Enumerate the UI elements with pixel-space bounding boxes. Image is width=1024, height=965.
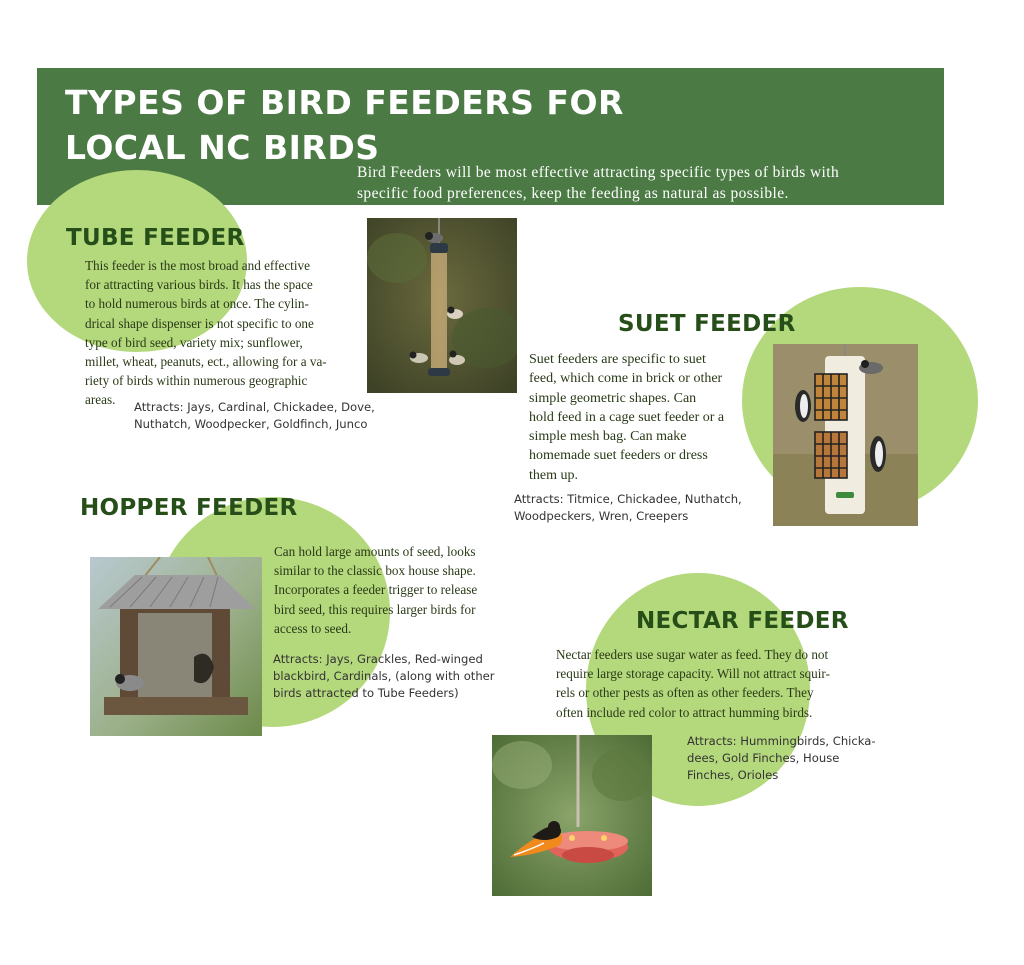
tube-desc-line: drical shape dispenser is not specific to one [85,315,314,331]
suet-desc-line: feed, which come in brick or other [529,371,723,387]
nectar-desc-line: Nectar feeders use sugar water as feed. They do not [556,647,829,662]
tube-attracts-line: Attracts: Jays, Cardinal, Chickadee, Dove, [134,400,375,414]
nectar-desc-line: often include red color to attract humming birds. [556,704,813,720]
page-subtitle [357,162,937,204]
tube-attracts-line: Nuthatch, Woodpecker, Goldfinch, Junco [134,417,368,431]
hopper-feeder-heading: HOPPER FEEDER [80,495,298,521]
hopper-desc-line: access to seed. [274,620,352,636]
hopper-desc-line: Incorporates a feeder trigger to release [274,582,478,598]
suet-desc-line: simple geometric shapes. Can [529,390,697,406]
suet-desc-line: them up. [529,467,578,483]
tube-desc-line: type of bird seed, variety mix; sunflower, [85,334,303,350]
nectar-feeder-attracts [687,733,917,784]
page-title-line-1: TYPES OF BIRD FEEDERS FOR [65,83,624,122]
hopper-feeder-photo [90,557,262,736]
tube-feeder-attracts [134,399,434,433]
nectar-feeder-heading: NECTAR FEEDER [636,608,849,634]
hopper-desc-line: similar to the classic box house shape. [274,563,476,579]
suet-desc-line: simple mesh bag. Can make [529,429,687,445]
page-title [65,80,624,170]
suet-desc-line: hold feed in a cage suet feeder or a [529,409,725,425]
tube-desc-line: This feeder is the most broad and effective [85,258,310,273]
suet-feeder-description [529,350,769,485]
hopper-attracts-line: Attracts: Jays, Grackles, Red-winged [273,652,483,666]
nectar-feeder-description [556,645,916,722]
tube-desc-line: riety of birds within numerous geographic [85,373,308,389]
suet-attracts-line: Woodpeckers, Wren, Creepers [514,509,689,523]
nectar-attracts-line: Attracts: Hummingbirds, Chicka- [687,734,876,748]
nectar-desc-line: require large storage capacity. Will not attract squir- [556,666,830,682]
tube-desc-line: to hold numerous birds at once. The cylin- [85,296,309,312]
suet-feeder-heading: SUET FEEDER [618,311,796,337]
nectar-attracts-line: Finches, Orioles [687,768,779,782]
hopper-attracts-line: birds attracted to Tube Feeders) [273,686,459,700]
page-title-line-2: LOCAL NC BIRDS [65,128,380,167]
nectar-attracts-line: dees, Gold Finches, House [687,751,840,765]
suet-desc-line: Suet feeders are specific to suet [529,352,706,367]
tube-desc-line: for attracting various birds. It has the space [85,277,313,293]
hopper-desc-line: Can hold large amounts of seed, looks [274,544,476,559]
tube-feeder-photo [367,218,517,393]
subtitle-line-1: Bird Feeders will be most effective attracting specific types of birds with [357,164,840,181]
hopper-feeder-description [274,542,534,638]
suet-attracts-line: Attracts: Titmice, Chickadee, Nuthatch, [514,492,742,506]
suet-feeder-attracts [514,491,774,525]
tube-desc-line: areas. [85,392,116,408]
hopper-feeder-attracts [273,651,533,702]
tube-desc-line: millet, wheat, peanuts, ect., allowing for a va- [85,354,327,370]
suet-feeder-photo [773,344,918,526]
tube-feeder-heading: TUBE FEEDER [66,225,245,251]
tube-feeder-description [85,256,375,410]
hopper-desc-line: bird seed, this requires larger birds for [274,601,476,617]
suet-desc-line: homemade suet feeders or dress [529,448,708,464]
nectar-feeder-photo [492,735,652,896]
nectar-desc-line: rels or other pests as often as other feeders. They [556,685,814,701]
hopper-attracts-line: blackbird, Cardinals, (along with other [273,669,495,683]
subtitle-line-2: specific food preferences, keep the feeding as natural as possible. [357,185,789,202]
